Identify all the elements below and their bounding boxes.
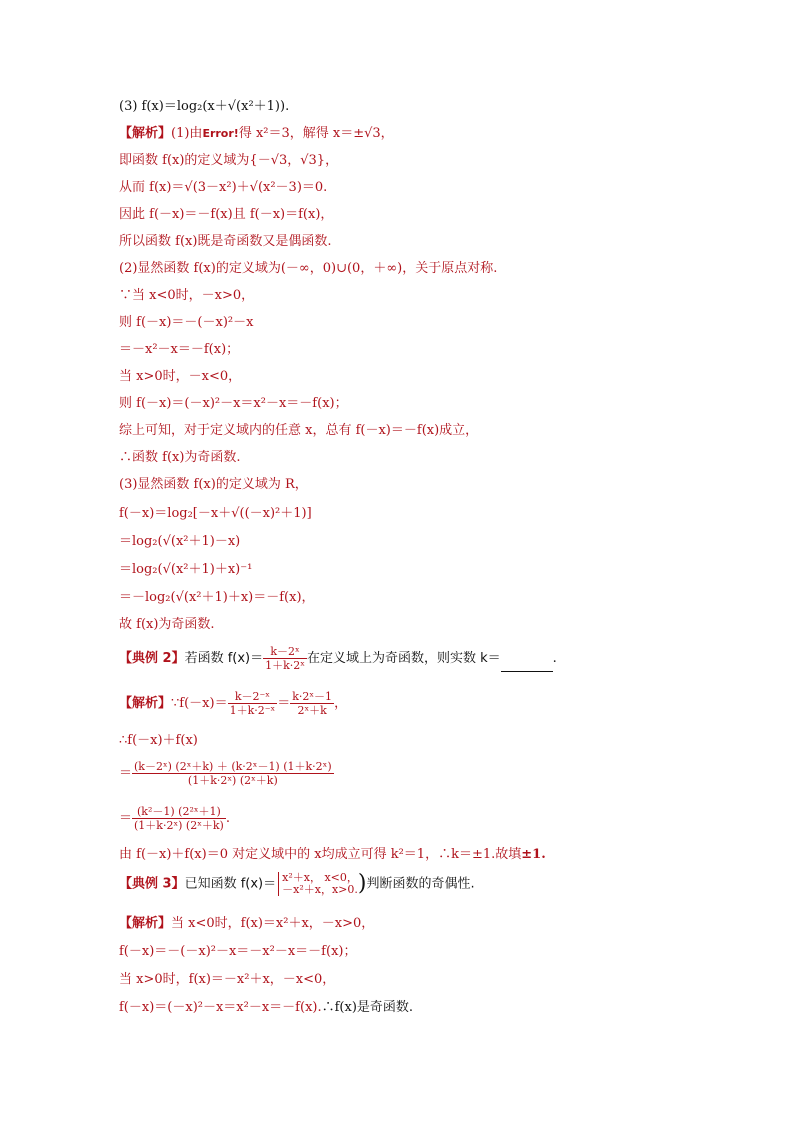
solution-line [119, 760, 334, 787]
fraction-numerator: (k－2ˣ) (2ˣ＋k) ＋ (k·2ˣ－1) (1＋k·2ˣ) [134, 760, 332, 773]
solution-line: ∴函数 f(x)为奇函数. [119, 450, 241, 465]
solution-line: ＝log₂(√(x²＋1)＋x)⁻¹ [119, 562, 253, 577]
piecewise-brace [278, 872, 358, 896]
fraction-denominator: (1＋k·2ˣ) (2ˣ＋k) [132, 773, 334, 787]
conclusion-text: ∴f(x)是奇函数. [321, 1000, 414, 1015]
solution-tag: 【解析】 [119, 696, 172, 711]
example-text: 判断函数的奇偶性. [366, 876, 475, 892]
period: . [225, 811, 230, 826]
fraction [132, 760, 334, 787]
fraction-numerator: (k²－1) (2²ˣ＋1) [137, 805, 221, 818]
solution-tag: 【解析】 [119, 916, 172, 931]
solution-line: ＝－x²－x＝－f(x)； [119, 342, 240, 357]
problem-3-statement: (3) f(x)＝log₂(x＋√(x²＋1)). [119, 99, 290, 114]
solution-line [119, 805, 230, 832]
solution-line: 当 x>0时，－x<0， [119, 369, 242, 384]
solution-text: ∵f(－x)＝ [171, 696, 228, 711]
solution-line [119, 1000, 413, 1016]
close-paren: ) [357, 871, 367, 896]
solution-text: 由 f(－x)＋f(x)＝0 对定义域中的 x均成立可得 k²＝1，∴k＝±1.故填 [119, 847, 522, 862]
example-tag: 【典例 2】 [119, 651, 185, 666]
solution-line: 故 f(x)为奇函数. [119, 617, 215, 632]
solution-line: 综上可知，对于定义域内的任意 x，总有 f(－x)＝－f(x)成立， [119, 423, 479, 438]
solution-line: 因此 f(－x)＝－f(x)且 f(－x)＝f(x)， [119, 207, 334, 222]
solution-line: (3)显然函数 f(x)的定义域为 R， [119, 477, 308, 492]
example-3-statement [119, 872, 475, 896]
solution-line: ＝－log₂(√(x²＋1)＋x)＝－f(x)， [119, 590, 315, 605]
solution-line: ＝log₂(√(x²＋1)－x) [119, 534, 241, 549]
example-tag: 【典例 3】 [119, 876, 185, 892]
solution-line: ∵当 x<0时，－x>0， [119, 288, 255, 303]
solution-3-line [119, 916, 374, 932]
comma: ， [334, 696, 348, 711]
example-text: 在定义域上为奇函数，则实数 k＝ [306, 651, 501, 666]
solution-line: 即函数 f(x)的定义域为{－√3，√3}， [119, 153, 339, 168]
fraction-numerator: k－2⁻ˣ [234, 690, 270, 703]
fraction-denominator: 2ˣ＋k [290, 703, 334, 717]
solution-line: f(－x)＝－(－x)²－x＝－x²－x＝－f(x)； [119, 944, 357, 959]
solution-text: 当 x<0时，f(x)＝x²＋x，－x>0， [171, 916, 375, 931]
fraction [228, 690, 278, 717]
solution-text: (1)由 [171, 126, 203, 141]
piecewise-case: －x²＋x，x>0. [282, 883, 358, 896]
fraction-denominator: 1＋k·2⁻ˣ [229, 704, 276, 717]
piecewise-case: x²＋x， x<0， [282, 871, 358, 884]
solution-line: 从而 f(x)＝√(3－x²)＋√(x²－3)＝0. [119, 180, 328, 195]
fraction [290, 690, 334, 717]
example-text: 已知函数 f(x)＝ [184, 876, 277, 892]
solution-line: 则 f(－x)＝－(－x)²－x [119, 315, 254, 330]
solution-tag: 【解析】 [119, 126, 172, 141]
fraction-numerator: k·2ˣ－1 [292, 690, 333, 703]
error-marker: Error! [202, 127, 239, 140]
fraction [263, 645, 307, 672]
solution-line: 当 x>0时，f(x)＝－x²＋x，－x<0， [119, 972, 336, 987]
solution-2-line [119, 690, 347, 717]
solution-line: 所以函数 f(x)既是奇函数又是偶函数. [119, 234, 332, 249]
solution-line [119, 847, 546, 863]
example-2-statement [119, 645, 557, 672]
equals: ＝ [119, 811, 133, 826]
solution-1-line [119, 126, 394, 142]
example-text: 若函数 f(x)＝ [184, 651, 264, 666]
solution-text-rest: 得 x²＝3，解得 x＝±√3， [238, 126, 394, 141]
solution-line: 则 f(－x)＝(－x)²－x＝x²－x＝－f(x)； [119, 396, 348, 411]
answer-blank [501, 659, 553, 672]
fraction-denominator: 1＋k·2ˣ [265, 659, 305, 672]
fraction [132, 805, 226, 832]
solution-line: (2)显然函数 f(x)的定义域为(－∞，0)∪(0，＋∞)，关于原点对称. [119, 261, 498, 276]
fraction-denominator: (1＋k·2ˣ) (2ˣ＋k) [134, 819, 224, 832]
solution-text: f(－x)＝(－x)²－x＝x²－x＝－f(x). [119, 1000, 322, 1015]
period: . [552, 651, 557, 666]
solution-line: f(－x)＝log₂[－x＋√((－x)²＋1)] [119, 506, 312, 521]
equals: ＝ [119, 766, 133, 781]
solution-line: ∴f(－x)＋f(x) [119, 733, 198, 748]
equals: ＝ [277, 696, 291, 711]
answer-text: ±1. [521, 847, 546, 862]
fraction-numerator: k－2ˣ [270, 645, 300, 658]
